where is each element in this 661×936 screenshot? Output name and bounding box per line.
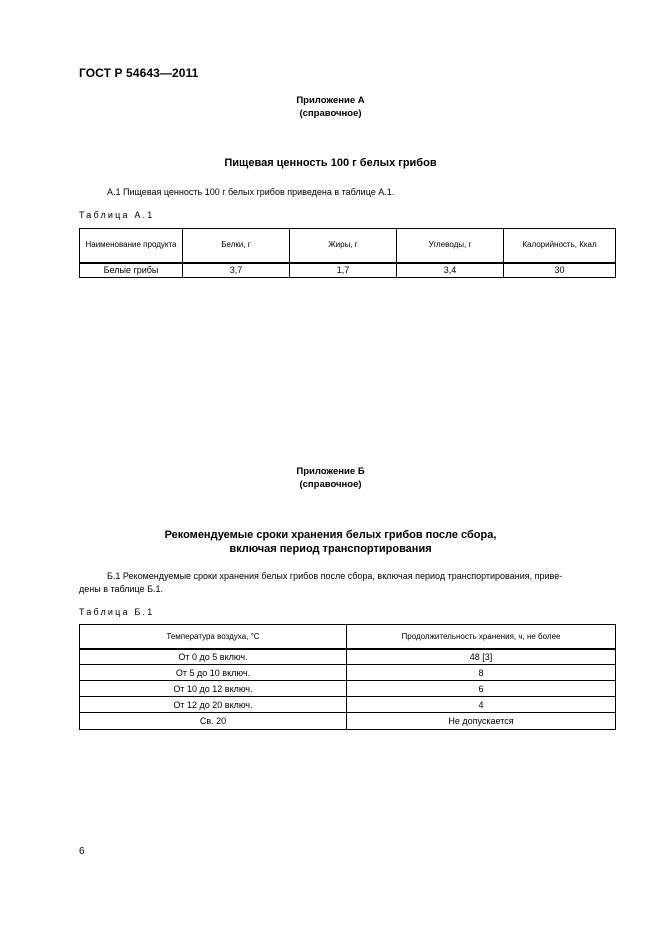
table-cell: От 12 до 20 включ.: [80, 697, 347, 713]
table-b1-header-row: [80, 625, 616, 649]
table-a1: [79, 228, 616, 278]
annex-a-heading: Пищевая ценность 100 г белых грибов: [224, 157, 437, 169]
table-row: [80, 713, 616, 730]
annex-b-paragraph-line1: Б.1 Рекомендуемые сроки хранения белых грибов после сбора, включая период транспортирования, приве-: [107, 571, 563, 581]
table-a1-header-cell: Белки, г: [183, 229, 290, 263]
table-a1-caption: Таблица А.1: [79, 210, 155, 220]
annex-b-heading-line2: включая период транспортирования: [229, 543, 432, 555]
table-cell: 4: [347, 697, 616, 713]
annex-b-title: Приложение Б: [296, 466, 365, 477]
table-cell: Не допускается: [347, 713, 616, 730]
table-b1-header-cell: Продолжительность хранения, ч, не более: [347, 625, 616, 649]
table-cell: 8: [347, 665, 616, 681]
table-cell: От 5 до 10 включ.: [80, 665, 347, 681]
table-a1-header-cell: Жиры, г: [290, 229, 397, 263]
page-number: 6: [79, 846, 85, 857]
table-a1-header-cell: Калорийность, Ккал: [504, 229, 616, 263]
table-cell: 1,7: [290, 263, 397, 278]
table-b1: [79, 624, 616, 730]
annex-b-heading-line1: Рекомендуемые сроки хранения белых грибов после сбора,: [164, 529, 497, 541]
table-cell: 30: [504, 263, 616, 278]
table-cell: 3,7: [183, 263, 290, 278]
table-b1-caption: Таблица Б.1: [79, 607, 155, 617]
table-row: [80, 263, 616, 278]
annex-b-subtitle: (справочное): [299, 479, 362, 490]
table-a1-header-row: [80, 229, 616, 263]
table-cell: 48 [3]: [347, 649, 616, 665]
table-cell: Белые грибы: [80, 263, 183, 278]
annex-a-title: Приложение А: [296, 95, 365, 106]
document-standard-number: ГОСТ Р 54643—2011: [79, 66, 199, 80]
table-row: [80, 681, 616, 697]
table-row: [80, 649, 616, 665]
annex-a-paragraph: А.1 Пищевая ценность 100 г белых грибов приведена в таблице А.1.: [107, 187, 395, 197]
table-a1-header-cell: Углеводы, г: [397, 229, 504, 263]
table-cell: 3,4: [397, 263, 504, 278]
table-a1-header-cell: Наименование продукта: [80, 229, 183, 263]
annex-a-subtitle: (справочное): [299, 108, 362, 119]
table-row: [80, 665, 616, 681]
table-cell: Св. 20: [80, 713, 347, 730]
table-cell: 6: [347, 681, 616, 697]
annex-b-paragraph-line2: дены в таблице Б.1.: [79, 584, 164, 594]
table-row: [80, 697, 616, 713]
table-cell: От 10 до 12 включ.: [80, 681, 347, 697]
table-b1-header-cell: Температура воздуха, °С: [80, 625, 347, 649]
table-cell: От 0 до 5 включ.: [80, 649, 347, 665]
